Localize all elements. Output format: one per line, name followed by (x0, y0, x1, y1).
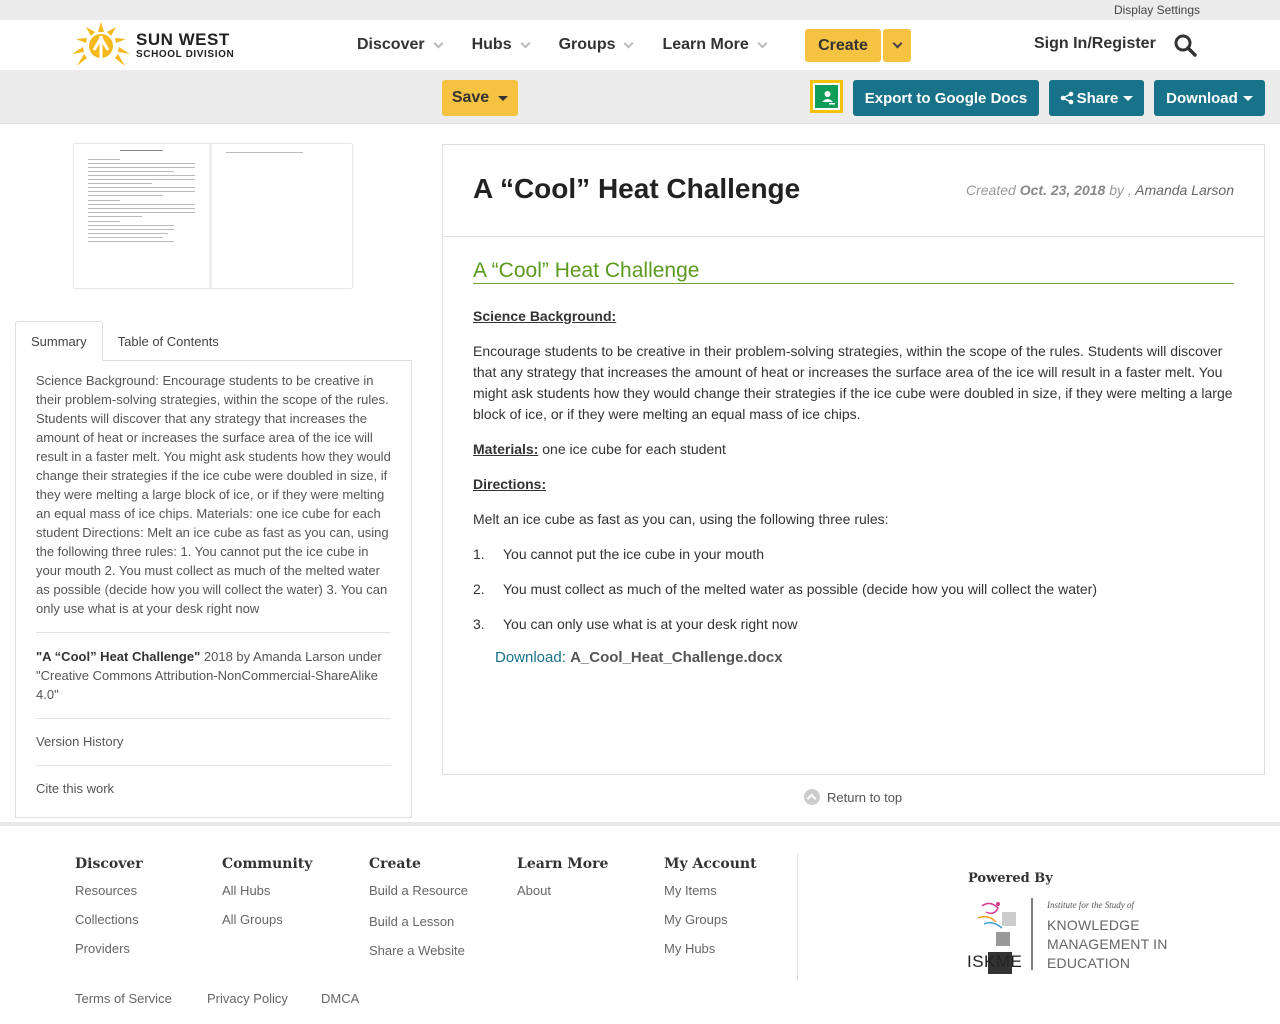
chevron-down-icon (757, 38, 767, 48)
sun-west-logo[interactable] (70, 20, 234, 70)
footer-link-all-hubs[interactable]: All Hubs (222, 883, 271, 898)
cite-this-work-link[interactable]: Cite this work (36, 781, 115, 796)
footer-link-collections[interactable]: Collections (75, 912, 139, 927)
divider (36, 718, 391, 719)
powered-by-label: Powered By (968, 871, 1053, 886)
footer-link-providers[interactable]: Providers (75, 941, 130, 956)
google-classroom-icon[interactable] (810, 80, 843, 113)
caret-down-icon (1123, 96, 1133, 101)
iskme-subtitle: Institute for the Study of (1047, 900, 1134, 910)
list-item: 3. You can only use what is at your desk right now (473, 616, 798, 632)
footer-my-account: My Account My Items My Groups My Hubs (664, 856, 757, 956)
resource-body (443, 237, 1264, 666)
materials-text: one ice cube for each student (538, 441, 726, 457)
document-heading: A “Cool” Heat Challenge (473, 259, 1234, 284)
caret-down-icon (1243, 96, 1253, 101)
nav-learn-more[interactable]: Learn More (662, 36, 765, 54)
science-background-label: Science Background: (473, 308, 617, 324)
main-nav (357, 20, 796, 70)
resource-header (443, 145, 1264, 237)
created-info: Created Oct. 23, 2018 by , Amanda Larson (966, 182, 1234, 198)
divider (36, 632, 391, 633)
footer-link-my-groups[interactable]: My Groups (664, 912, 728, 927)
thumbnail-page-1 (74, 144, 212, 288)
divider (36, 765, 391, 766)
list-item: 1. You cannot put the ice cube in your mouth (473, 546, 764, 562)
directions-intro: Melt an ice cube as fast as you can, using the following three rules: (473, 511, 889, 527)
brand-name: SUN WEST (136, 29, 230, 49)
chevron-down-icon (624, 38, 634, 48)
save-button[interactable]: Save (442, 80, 518, 116)
arrow-up-icon (804, 789, 820, 805)
footer-learn-more: Learn More About (517, 856, 609, 898)
chevron-down-icon (433, 38, 443, 48)
site-header (0, 20, 1280, 70)
sidebar-tabs (15, 321, 234, 361)
license-title: "A “Cool” Heat Challenge" (36, 649, 201, 664)
footer-link-build-lesson[interactable]: Build a Lesson (369, 914, 455, 929)
create-dropdown-button[interactable] (883, 29, 911, 62)
footer-link-resources[interactable]: Resources (75, 883, 138, 898)
footer-link-my-hubs[interactable]: My Hubs (664, 941, 716, 956)
dmca-link[interactable]: DMCA (321, 991, 360, 1006)
license-details: 2018 by Amanda Larson under "Creative Commons Attribution-NonCommercial-ShareAlike 4.0" (36, 649, 382, 702)
site-footer (0, 822, 1280, 1024)
display-settings-link[interactable]: Display Settings (1113, 3, 1200, 17)
tab-summary[interactable]: Summary (15, 321, 103, 361)
footer-link-share-website[interactable]: Share a Website (369, 943, 465, 958)
caret-down-icon (498, 96, 508, 101)
footer-link-build-resource[interactable]: Build a Resource (369, 883, 468, 898)
chevron-down-icon (520, 38, 530, 48)
footer-link-my-items[interactable]: My Items (664, 883, 717, 898)
classroom-person-icon (815, 85, 840, 110)
download-attachment-link[interactable]: Download: A_Cool_Heat_Challenge.docx (495, 649, 783, 666)
footer-link-about[interactable]: About (517, 883, 551, 898)
export-google-docs-button[interactable]: Export to Google Docs (853, 80, 1039, 116)
nav-discover[interactable]: Discover (357, 36, 442, 54)
footer-link-all-groups[interactable]: All Groups (222, 912, 283, 927)
nav-groups[interactable]: Groups (559, 36, 633, 54)
materials-label: Materials: (473, 441, 539, 457)
brand-subtitle: SCHOOL DIVISION (136, 48, 235, 60)
terms-of-service-link[interactable]: Terms of Service (75, 991, 172, 1006)
share-button[interactable]: Share (1049, 80, 1144, 116)
sign-in-register-link[interactable]: Sign In/Register (1034, 35, 1156, 52)
license-text (36, 647, 391, 704)
list-item: 2. You must collect as much of the melted water as possible (decide how you will collect the water) (473, 581, 1097, 597)
summary-text: Science Background: Encourage students to be creative in their problem-solving strategies, within the scope of the rules. Students will discover that any strategy that increases the amount of heat or increases the surface area of the ice will result in a faster melt. You might ask students how they would change their strategies if the ice cube were doubled in size, if they were melting a large block of ice, or if they were melting an equal mass of ice chips. Materials: one ice cube for each student Directions: Melt an ice cube as fast as you can, using the following three rules: 1. You cannot put the ice cube in your mouth 2. You must collect as much of the melted water as possible (decide how you will collect the water) 3. You can only use what is at your desk right now (36, 373, 391, 616)
resource-content (442, 144, 1265, 775)
summary-panel (15, 360, 412, 818)
resource-toolbar (0, 70, 1280, 124)
tab-table-of-contents[interactable]: Table of Contents (117, 333, 219, 349)
footer-discover: Discover Resources Collections Providers (75, 856, 143, 956)
chevron-down-icon (892, 39, 902, 49)
page-title: A “Cool” Heat Challenge (473, 173, 801, 204)
top-strip (0, 0, 1280, 20)
iskme-mark: ISKME (967, 952, 1023, 971)
created-date: Oct. 23, 2018 (1019, 182, 1106, 198)
author-name[interactable]: Amanda Larson (1135, 182, 1234, 198)
search-icon[interactable] (1173, 33, 1197, 57)
download-button[interactable]: Download (1154, 80, 1265, 116)
attachment-filename[interactable]: A_Cool_Heat_Challenge.docx (570, 649, 783, 666)
nav-hubs[interactable]: Hubs (472, 36, 529, 54)
version-history-link[interactable]: Version History (36, 734, 124, 749)
footer-separator (797, 854, 798, 980)
footer-community: Community All Hubs All Groups (222, 856, 313, 927)
thumbnail-page-2 (212, 144, 350, 288)
sun-logo-icon (70, 22, 132, 68)
science-background-text: Encourage students to be creative in their problem-solving strategies, within the scope of the rules. Students will discover that any strategy that increases the amount of heat or increases the surface area of the ice will result in a faster melt. You might ask students how they would change their strategies if the ice cube were doubled in size, if they were melting a large block of ice, or if they were melting an equal mass of ice chips. (473, 343, 1233, 422)
resource-thumbnail[interactable] (74, 144, 352, 288)
footer-create: Create Build a Resource Build a Lesson Share a Website (369, 856, 468, 958)
share-icon (1060, 91, 1074, 105)
iskme-name: KNOWLEDGE MANAGEMENT IN EDUCATION (1047, 917, 1168, 971)
create-button[interactable]: Create (805, 29, 881, 62)
directions-label: Directions: (473, 476, 547, 492)
privacy-policy-link[interactable]: Privacy Policy (207, 991, 288, 1006)
return-to-top-link[interactable]: Return to top (804, 789, 902, 805)
